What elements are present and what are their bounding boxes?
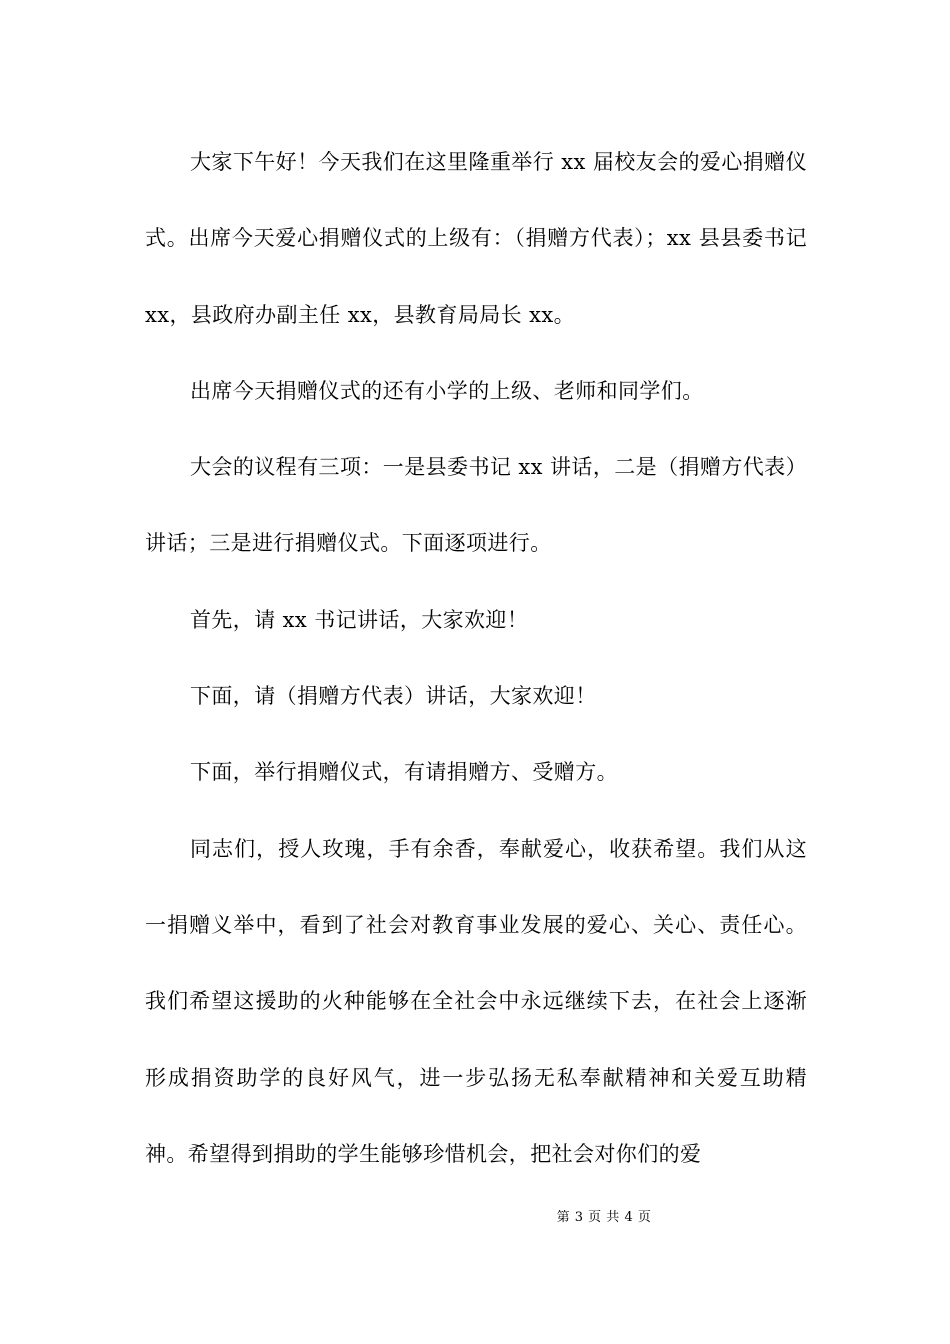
paragraph-closing: 同志们，授人玫瑰，手有余香，奉献爱心，收获希望。我们从这一捐赠义举中，看到了社会对教育事业发展的爱心、关心、责任心。我们希望这援助的火种能够在全社会中永远继续下去，在社会上逐渐形成捐资助学的良好风气，进一步弘扬无私奉献精神和关爱互助精神。希望得到捐助的学生能够珍惜机会，把社会对你们的爱 [145,836,807,1166]
paragraph-secretary-speech: 首先，请 xx 书记讲话，大家欢迎！ [190,607,529,632]
paragraph-agenda: 大会的议程有三项：一是县委书记 xx 讲话，二是（捐赠方代表）讲话；三是进行捐赠仪式。下面逐项进行。 [145,455,807,556]
paragraph-greeting: 大家下午好！今天我们在这里隆重举行 xx 届校友会的爱心捐赠仪式。出席今天爱心捐赠仪式的上级有：（捐赠方代表）；xx 县县委书记 xx，县政府办副主任 xx，县教育局局长 xx。 [145,150,807,327]
page-footer [0,1206,950,1225]
paragraph-attendees: 出席今天捐赠仪式的还有小学的上级、老师和同学们。 [190,378,704,403]
document-body [145,124,807,1192]
page-number: 第 3 页 共 4 页 [556,1210,652,1225]
paragraph-ceremony: 下面，举行捐赠仪式，有请捐赠方、受赠方。 [190,760,618,785]
paragraph-donor-speech: 下面，请（捐赠方代表）讲话，大家欢迎！ [190,684,597,709]
